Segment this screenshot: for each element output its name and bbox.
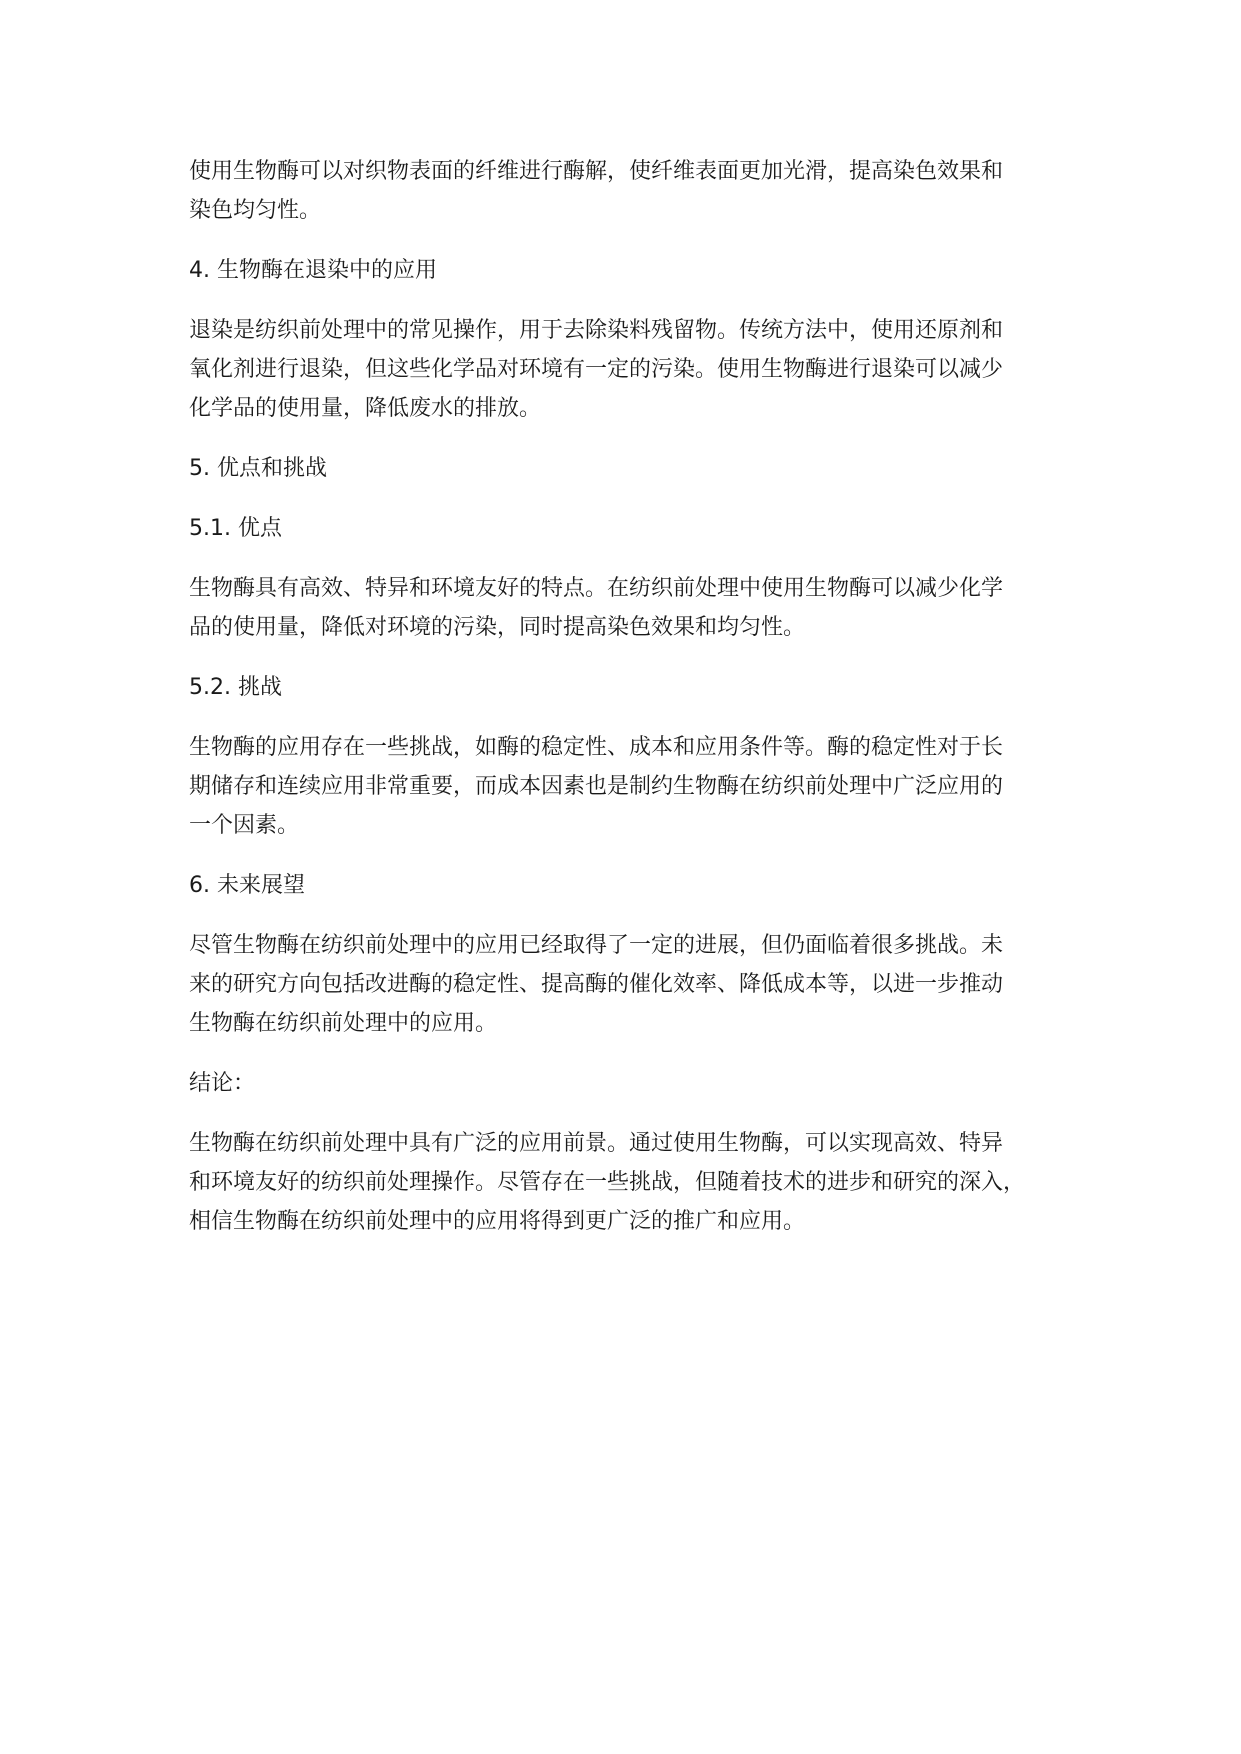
subsection-heading-5-2: 5.2. 挑战 [189,675,282,700]
text-line: 染色均匀性。 [189,198,322,223]
conclusion-label: 结论： [189,1071,256,1096]
section-heading-6: 6. 未来展望 [189,873,305,898]
paragraph-challenges [189,728,1084,845]
paragraph-outlook [189,926,1084,1043]
section-heading-5: 5. 优点和挑战 [189,456,327,481]
text-line: 来的研究方向包括改进酶的稳定性、提高酶的催化效率、降低成本等，以进一步推动 [189,972,1004,997]
document-body [189,152,1084,1262]
text-line: 和环境友好的纺织前处理操作。尽管存在一些挑战，但随着技术的进步和研究的深入， [189,1170,1026,1195]
text-line: 一个因素。 [189,813,300,838]
text-line: 尽管生物酶在纺织前处理中的应用已经取得了一定的进展，但仍面临着很多挑战。未 [189,933,1004,958]
text-line: 相信生物酶在纺织前处理中的应用将得到更广泛的推广和应用。 [189,1209,806,1234]
text-line: 生物酶具有高效、特异和环境友好的特点。在纺织前处理中使用生物酶可以减少化学 [189,576,1004,601]
text-line: 生物酶在纺织前处理中的应用。 [189,1011,498,1036]
paragraph-stripping [189,311,1084,428]
paragraph-advantages [189,569,1084,647]
text-line: 使用生物酶可以对织物表面的纤维进行酶解，使纤维表面更加光滑，提高染色效果和 [189,159,1004,184]
section-heading-4: 4. 生物酶在退染中的应用 [189,258,437,283]
paragraph-conclusion [189,1124,1084,1241]
text-line: 生物酶的应用存在一些挑战，如酶的稳定性、成本和应用条件等。酶的稳定性对于长 [189,735,1004,760]
text-line: 生物酶在纺织前处理中具有广泛的应用前景。通过使用生物酶，可以实现高效、特异 [189,1131,1004,1156]
text-line: 品的使用量，降低对环境的污染，同时提高染色效果和均匀性。 [189,615,806,640]
text-line: 退染是纺织前处理中的常见操作，用于去除染料残留物。传统方法中，使用还原剂和 [189,318,1004,343]
text-line: 化学品的使用量，降低废水的排放。 [189,396,542,421]
paragraph-enzymatic-fiber-treatment [189,152,1084,230]
subsection-heading-5-1: 5.1. 优点 [189,516,282,541]
text-line: 期储存和连续应用非常重要，而成本因素也是制约生物酶在纺织前处理中广泛应用的 [189,774,1004,799]
text-line: 氧化剂进行退染，但这些化学品对环境有一定的污染。使用生物酶进行退染可以减少 [189,357,1004,382]
